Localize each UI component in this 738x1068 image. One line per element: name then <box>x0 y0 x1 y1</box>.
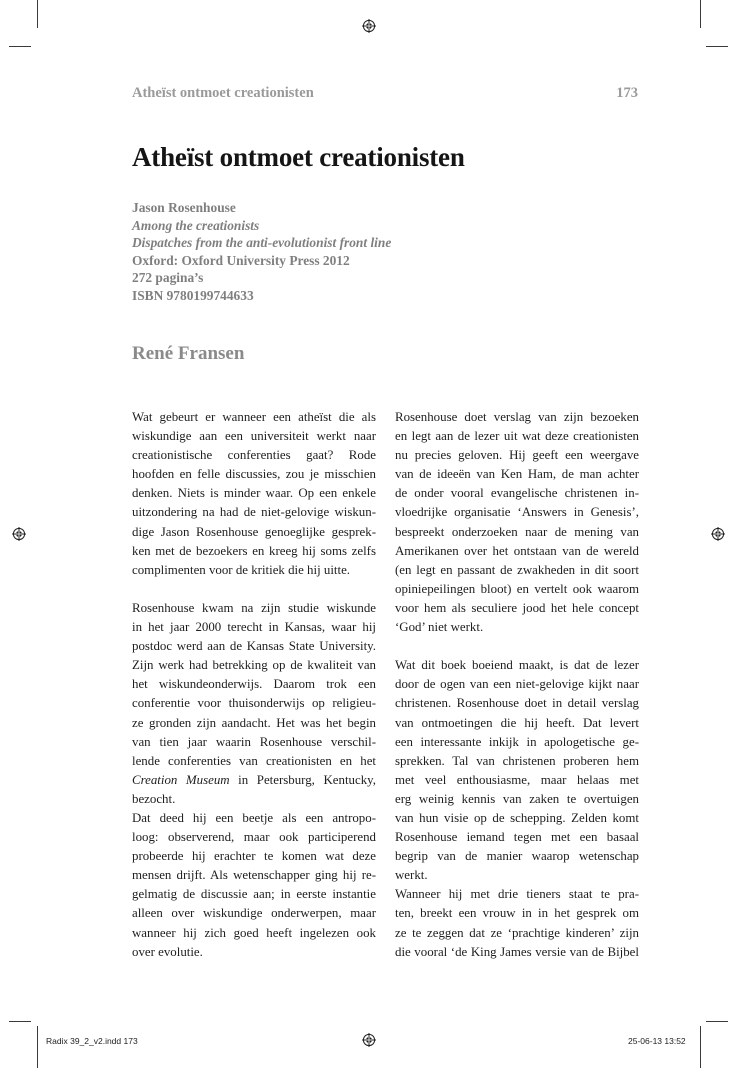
book-author: Jason Rosenhouse <box>132 200 236 215</box>
text-line: mensen drijft. Als wetenschapper ging hij re- <box>132 868 376 883</box>
text-line: van hun visie op de schepping. Zelden komt <box>395 810 639 825</box>
paragraph <box>395 408 639 637</box>
text-line: ken met de bezoekers en kreeg hij soms zelfs <box>132 543 376 558</box>
text-line: wiskundige aan een universiteit werkt naar <box>132 429 376 444</box>
text-line: Rosenhouse doet verslag van zijn bezoeken <box>395 410 639 424</box>
text-line: wanneer hij zich goed heeft ingelezen ook <box>132 925 376 940</box>
text-line: die vooral ‘de King James versie van de Bijbel <box>395 944 639 959</box>
text-line: van tien jaar waarin Rosenhouse verschil- <box>132 734 376 749</box>
text-line: ten, breekt een vrouw in in het gesprek om <box>395 906 639 921</box>
bibliography-block <box>132 199 391 304</box>
text-line: postdoc werd aan de Kansas State University. <box>132 639 376 654</box>
text-line: Wanneer hij met drie tieners staat te pra- <box>395 887 639 902</box>
text-line: vloedrijke organisatie ‘Answers in Genesis’, <box>395 505 639 520</box>
text-line: lende conferenties van creationisten en het <box>132 753 376 768</box>
text-line: van de ideeën van Ken Ham, de man achter <box>395 467 639 482</box>
museum-location: in Petersburg, Kentucky, <box>229 772 376 787</box>
text-line: conferentie voor thuisonderwijs op religieu- <box>132 696 376 711</box>
text-line: probeerde hij erachter te komen wat deze <box>132 849 376 864</box>
paragraph <box>395 656 639 885</box>
registration-mark-top-icon <box>362 19 376 33</box>
registration-mark-right-icon <box>711 527 725 541</box>
book-publisher: Oxford: Oxford University Press 2012 <box>132 252 350 268</box>
book-subtitle: Dispatches from the anti-evolutionist front line <box>132 235 392 250</box>
text-line: alleen over wiskundige onderwerpen, maar <box>132 906 376 921</box>
page-number: 173 <box>616 85 638 101</box>
text-line: Rosenhouse kwam na zijn studie wiskunde <box>132 600 376 615</box>
text-line <box>132 771 376 790</box>
text-line: voor hem als seculiere jood het hele concept <box>395 600 639 615</box>
text-line: van ontmoetingen die hij heeft. Dat levert <box>395 715 639 730</box>
text-line: in het jaar 2000 terecht in Kansas, waar hij <box>132 620 376 635</box>
text-line: uitzondering na had de niet-gelovige wiskun- <box>132 505 376 520</box>
text-line: Dat deed hij een beetje als een antropo- <box>132 810 376 825</box>
text-line: hoofden en felle discussies, zou je misschien <box>132 467 376 482</box>
reviewer-name: René Fransen <box>132 343 245 364</box>
text-line: Wat dit boek boeiend maakt, is dat de lezer <box>395 658 639 673</box>
text-line: ze gronden zijn aandacht. Het was het begin <box>132 715 376 730</box>
text-line: loog: observerend, maar ook participerend <box>132 830 376 845</box>
crop-mark-top-left-h <box>9 46 31 47</box>
text-column-left <box>132 408 376 962</box>
text-line: christenen. Rosenhouse doet in detail verslag <box>395 696 639 711</box>
book-isbn: ISBN 9780199744633 <box>132 287 254 303</box>
text-line: met veel enthousiasme, maar helaas met <box>395 772 639 787</box>
text-line: ze te zeggen dat ze ‘prachtige kinderen’ zijn <box>395 925 639 940</box>
crop-mark-bottom-left-h <box>9 1021 31 1022</box>
text-line: sprekken. Tal van christenen proberen hem <box>395 753 639 768</box>
article-title: Atheïst ontmoet creationisten <box>132 142 465 172</box>
text-line: creationistische conferenties gaat? Rode <box>132 448 376 463</box>
text-line: Zijn werk had betrekking op de kwaliteit van <box>132 658 376 673</box>
crop-mark-top-right-h <box>706 46 728 47</box>
text-line: dige Jason Rosenhouse genoeglijke gesprek- <box>132 524 376 539</box>
book-title: Among the creationists <box>132 217 260 233</box>
paragraph <box>395 885 639 961</box>
text-line: Amerikanen over het ontstaan van de wereld <box>395 543 639 558</box>
text-line: nu precies geloven. Hij geeft een weergave <box>395 448 639 463</box>
crop-mark-bottom-right-v <box>700 1026 701 1068</box>
text-line: gelmatig de discussie aan; in eerste instantie <box>132 887 376 902</box>
text-line: bezocht. <box>132 791 176 806</box>
slug-file-info: Radix 39_2_v2.indd 173 <box>46 1036 138 1046</box>
crop-mark-bottom-left-v <box>37 1026 38 1068</box>
paragraph <box>132 599 376 809</box>
text-line: werkt. <box>395 868 428 883</box>
text-line: opiniepeilingen bloot) en vertelt ook waarom <box>395 581 639 596</box>
crop-mark-top-right-v <box>700 0 701 28</box>
registration-mark-bottom-icon <box>362 1033 376 1047</box>
paragraph <box>132 408 376 580</box>
text-line: het wiskundeonderwijs. Daarom trok een <box>132 677 376 692</box>
text-line: en legt aan de lezer uit wat deze creationisten <box>395 429 639 444</box>
text-line: denken. Niets is minder waar. Op een enkele <box>132 486 376 501</box>
slug-date-info: 25-06-13 13:52 <box>628 1036 686 1046</box>
text-line: Rosenhouse iemand tegen met een basaal <box>395 830 639 845</box>
text-line: ‘God’ niet werkt. <box>395 620 484 635</box>
text-line: (en legt en passant de zwakheden in dit soort <box>395 562 639 577</box>
crop-mark-bottom-right-h <box>706 1021 728 1022</box>
text-line: bespreekt onderzoeken naar de mening van <box>395 524 639 539</box>
text-line: de onder vooral evangelische christenen in- <box>395 486 639 501</box>
text-line: begrip van de manier waarop wetenschap <box>395 849 639 864</box>
registration-mark-left-icon <box>12 527 26 541</box>
museum-name: Creation Museum <box>132 772 230 787</box>
text-line: een interessante inkijk in apologetische ge- <box>395 734 639 749</box>
text-line: door de ogen van een niet-gelovige kijkt naar <box>395 677 639 692</box>
text-line: complimenten voor de kritiek die hij uitte. <box>132 562 351 577</box>
text-line: over evolutie. <box>132 944 203 959</box>
text-line: erg weinig kennis van zaken te overtuigen <box>395 791 639 806</box>
text-column-right <box>395 408 639 962</box>
crop-mark-top-left-v <box>37 0 38 28</box>
book-pages: 272 pagina’s <box>132 270 204 285</box>
paragraph <box>132 809 376 962</box>
text-line: Wat gebeurt er wanneer een atheïst die als <box>132 410 376 424</box>
running-header-title: Atheïst ontmoet creationisten <box>132 85 314 101</box>
